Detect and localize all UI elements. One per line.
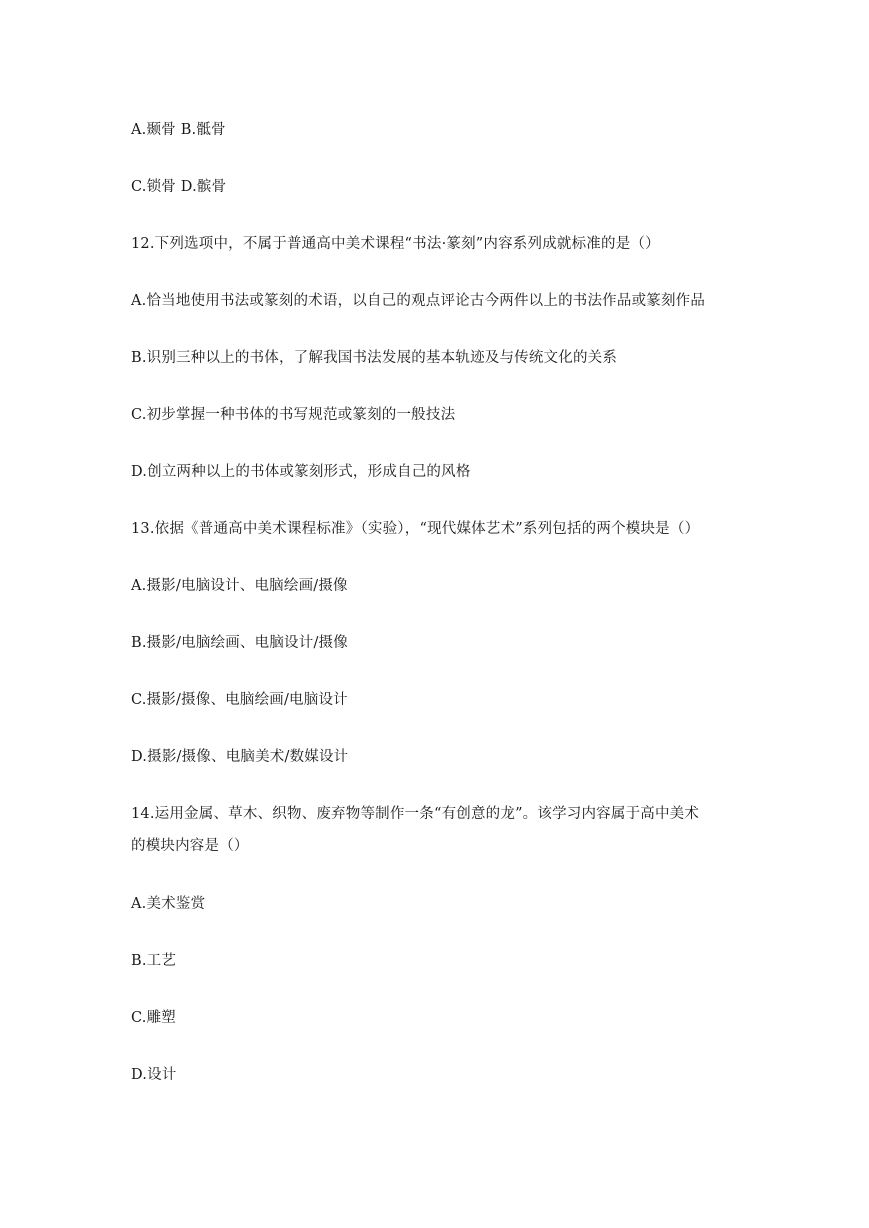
q13-option-a: A.摄影/电脑设计、电脑绘画/摄像 bbox=[131, 578, 348, 594]
q11-options-ab: A.颞骨 B.骶骨 bbox=[131, 122, 226, 138]
q13-question: 13.依据《普通高中美术课程标准》（实验），“现代媒体艺术”系列包括的两个模块是（） bbox=[131, 521, 700, 537]
q12-option-c: C.初步掌握一种书体的书写规范或篆刻的一般技法 bbox=[131, 407, 456, 423]
q12-option-a: A.恰当地使用书法或篆刻的术语，以自己的观点评论古今两件以上的书法作品或篆刻作品 bbox=[131, 293, 706, 309]
q14-option-c: C.雕塑 bbox=[131, 1010, 176, 1026]
q11-options-cd: C.锁骨 D.髌骨 bbox=[131, 179, 227, 195]
q14-question-line2: 的模块内容是（） bbox=[131, 838, 249, 854]
q13-option-b: B.摄影/电脑绘画、电脑设计/摄像 bbox=[131, 635, 348, 651]
q12-question: 12.下列选项中，不属于普通高中美术课程“书法·篆刻”内容系列成就标准的是（） bbox=[131, 236, 660, 252]
q13-option-c: C.摄影/摄像、电脑绘画/电脑设计 bbox=[131, 692, 348, 708]
q14-option-b: B.工艺 bbox=[131, 953, 177, 969]
q12-option-b: B.识别三种以上的书体，了解我国书法发展的基本轨迹及与传统文化的关系 bbox=[131, 350, 618, 366]
q13-option-d: D.摄影/摄像、电脑美术/数媒设计 bbox=[131, 749, 349, 765]
q12-option-d: D.创立两种以上的书体或篆刻形式，形成自己的风格 bbox=[131, 464, 471, 480]
q14-option-a: A.美术鉴赏 bbox=[131, 896, 206, 912]
q14-option-d: D.设计 bbox=[131, 1067, 177, 1083]
q14-question-line1: 14.运用金属、草木、织物、废弃物等制作一条“有创意的龙”。该学习内容属于高中美术 bbox=[131, 806, 700, 822]
